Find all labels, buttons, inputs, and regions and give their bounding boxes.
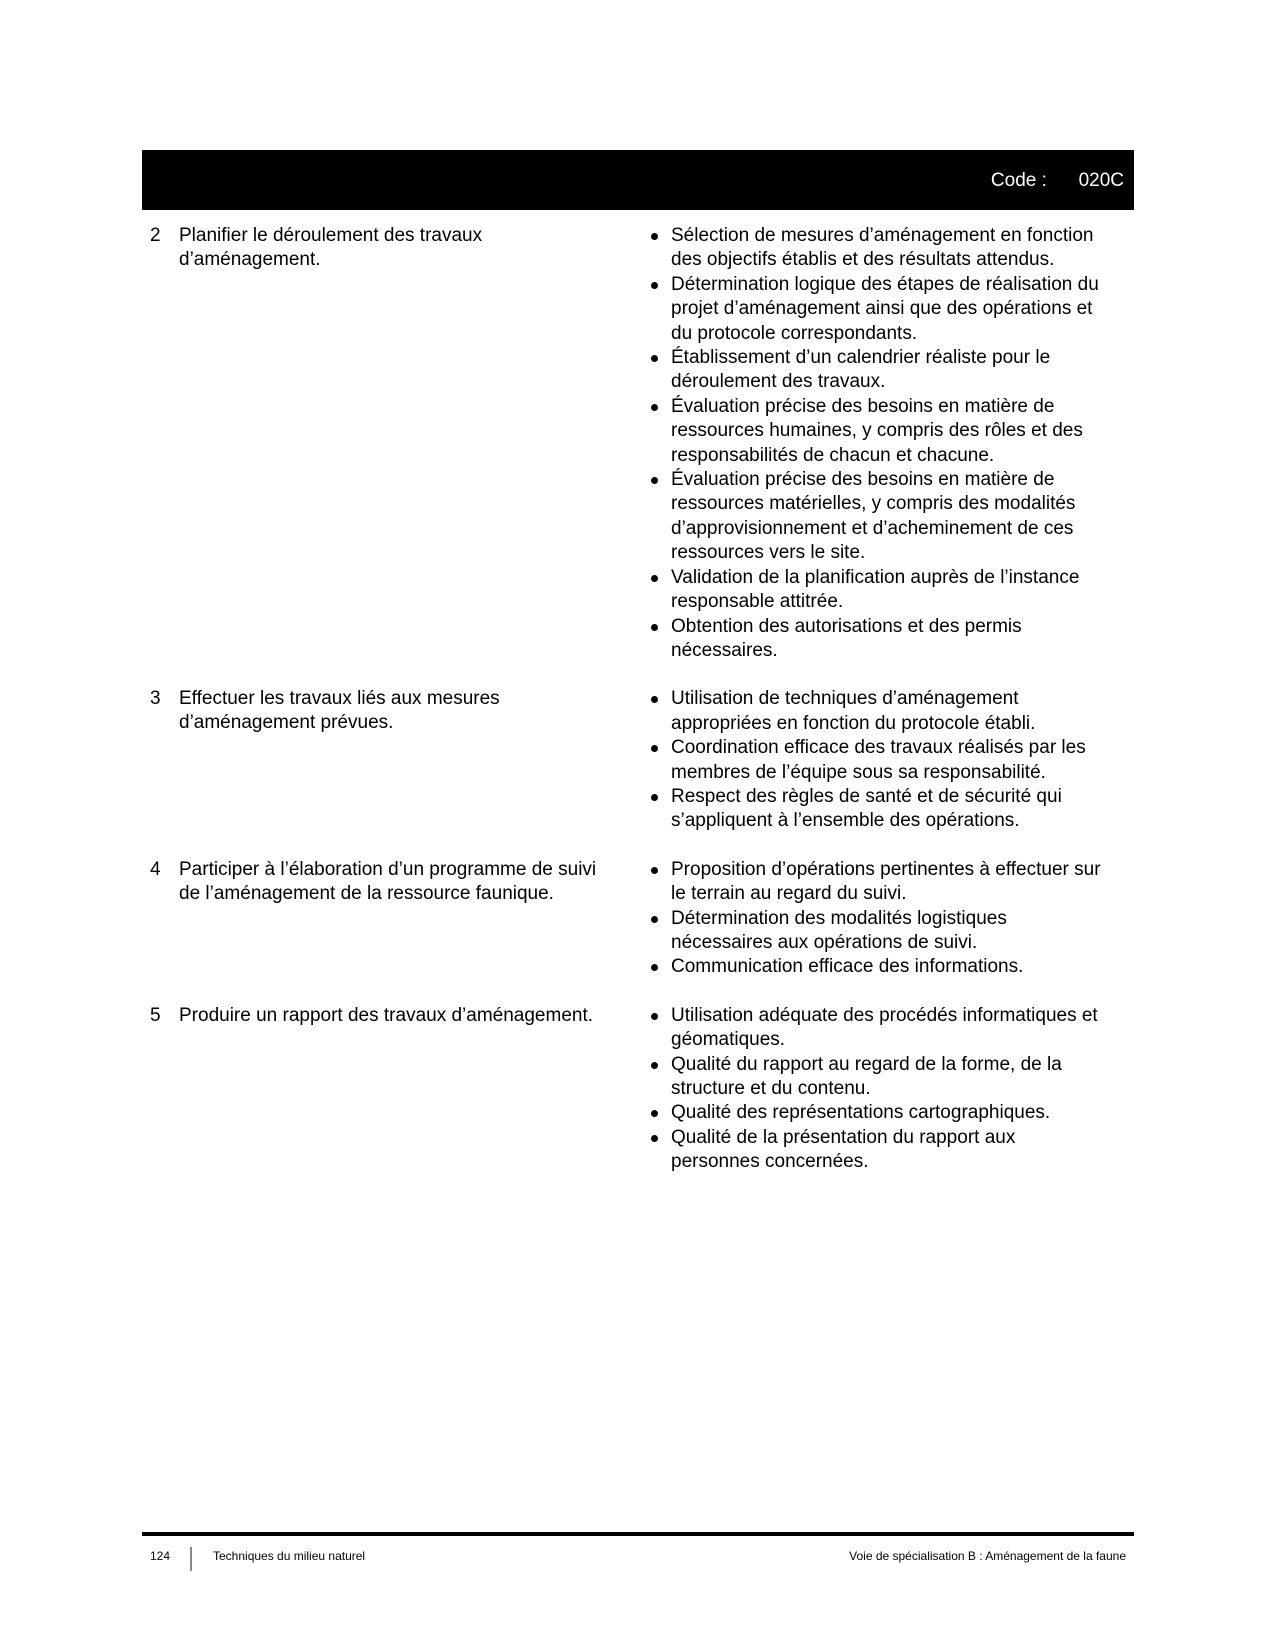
criterion-text: Proposition d’opérations pertinentes à effectuer sur le terrain au regard du suivi. (671, 858, 1101, 905)
criterion-item (647, 1126, 1107, 1175)
specialization-title: Voie de spécialisation B : Aménagement de la faune (849, 1549, 1126, 1563)
criterion-text: Sélection de mesures d’aménagement en fonction des objectifs établis et des résultats attendus. (671, 225, 1094, 271)
bullet-icon (651, 1013, 658, 1020)
criterion-text: Communication efficace des informations. (671, 956, 1024, 978)
criterion-item (647, 566, 1107, 615)
bullet-icon (651, 477, 658, 484)
criterion-text: Utilisation de techniques d’aménagement appropriées en fonction du protocole établi. (671, 688, 1036, 734)
element-number: 4 (150, 858, 161, 880)
performance-criteria (647, 687, 1107, 833)
element-text: Planifier le déroulement des travaux d’aménagement. (179, 225, 483, 270)
competency-element (142, 858, 622, 906)
header-bar (142, 150, 1134, 210)
bullet-icon (651, 916, 658, 923)
criterion-item (647, 858, 1107, 907)
competency-table (142, 224, 1134, 1175)
bullet-icon (651, 624, 658, 631)
page-number: 124 (150, 1549, 171, 1563)
criterion-item (647, 1053, 1107, 1102)
criterion-item (647, 1101, 1107, 1125)
competency-element (142, 687, 622, 735)
element-number: 5 (150, 1004, 161, 1026)
competency-code (991, 170, 1124, 192)
performance-criteria (647, 858, 1107, 980)
criterion-item (647, 615, 1107, 664)
performance-criteria (647, 224, 1107, 663)
criterion-item (647, 785, 1107, 834)
criterion-text: Qualité de la présentation du rapport aux personnes concernées. (671, 1126, 1016, 1173)
criterion-text: Détermination des modalités logistiques nécessaires aux opérations de suivi. (671, 907, 1007, 953)
element-number: 2 (150, 225, 161, 246)
element-row (142, 858, 1134, 980)
bullet-icon (651, 794, 658, 801)
criterion-text: Respect des règles de santé et de sécurité qui s’appliquent à l’ensemble des opérations. (671, 785, 1062, 832)
element-number: 3 (150, 688, 161, 710)
criterion-item (647, 468, 1107, 566)
bullet-icon (651, 1062, 658, 1069)
criterion-item (647, 346, 1107, 395)
criterion-text: Coordination efficace des travaux réalisés par les membres de l’équipe sous sa responsabilité. (671, 737, 1086, 783)
program-title: Techniques du milieu naturel (213, 1549, 366, 1563)
footer-separator (190, 1547, 192, 1571)
criterion-text: Détermination logique des étapes de réalisation du projet d’aménagement ainsi que des opérations et du protocole correspondants. (671, 273, 1099, 344)
criterion-text: Validation de la planification auprès de l’instance responsable attitrée. (671, 566, 1080, 613)
element-text: Effectuer les travaux liés aux mesures d’aménagement prévues. (179, 688, 500, 734)
criterion-text: Qualité du rapport au regard de la forme, de la structure et du contenu. (671, 1053, 1062, 1099)
criterion-text: Utilisation adéquate des procédés informatiques et géomatiques. (671, 1004, 1098, 1051)
page-footer (150, 1547, 1126, 1567)
element-text: Participer à l’élaboration d’un programme de suivi de l’aménagement de la ressource faunique. (179, 858, 597, 904)
criterion-text: Évaluation précise des besoins en matière de ressources humaines, y compris des rôles et des responsabilités de chacun et chacune. (671, 395, 1083, 466)
element-row (142, 224, 1134, 663)
criterion-item (647, 1004, 1107, 1053)
performance-criteria (647, 1004, 1107, 1175)
bullet-icon (651, 867, 658, 874)
criterion-item (647, 224, 1107, 273)
code-label: Code : (990, 170, 1047, 191)
competency-element (142, 1004, 622, 1028)
competency-element (142, 224, 622, 272)
criterion-item (647, 955, 1107, 979)
bullet-icon (651, 1110, 658, 1117)
criterion-item (647, 687, 1107, 736)
bullet-icon (651, 404, 658, 411)
criterion-item (647, 395, 1107, 468)
bullet-icon (651, 745, 658, 752)
criterion-text: Établissement d’un calendrier réaliste pour le déroulement des travaux. (671, 347, 1051, 393)
element-row (142, 1004, 1134, 1175)
criterion-item (647, 736, 1107, 785)
bullet-icon (651, 696, 658, 703)
criterion-text: Obtention des autorisations et des permis nécessaires. (671, 615, 1022, 661)
bullet-icon (651, 575, 658, 582)
bullet-icon (651, 233, 658, 240)
bullet-icon (651, 964, 658, 971)
criterion-text: Évaluation précise des besoins en matière de ressources matérielles, y compris des modalités d’approvisionnement et d’acheminement de ces ressources vers le site. (671, 469, 1076, 564)
bullet-icon (651, 282, 658, 289)
criterion-item (647, 907, 1107, 956)
bullet-icon (651, 355, 658, 362)
criterion-text: Qualité des représentations cartographiques. (671, 1102, 1051, 1124)
element-text: Produire un rapport des travaux d’aménagement. (179, 1004, 594, 1026)
code-value: 020C (1078, 170, 1124, 191)
element-row (142, 687, 1134, 833)
footer-rule (142, 1532, 1134, 1536)
bullet-icon (651, 1135, 658, 1142)
criterion-item (647, 273, 1107, 346)
